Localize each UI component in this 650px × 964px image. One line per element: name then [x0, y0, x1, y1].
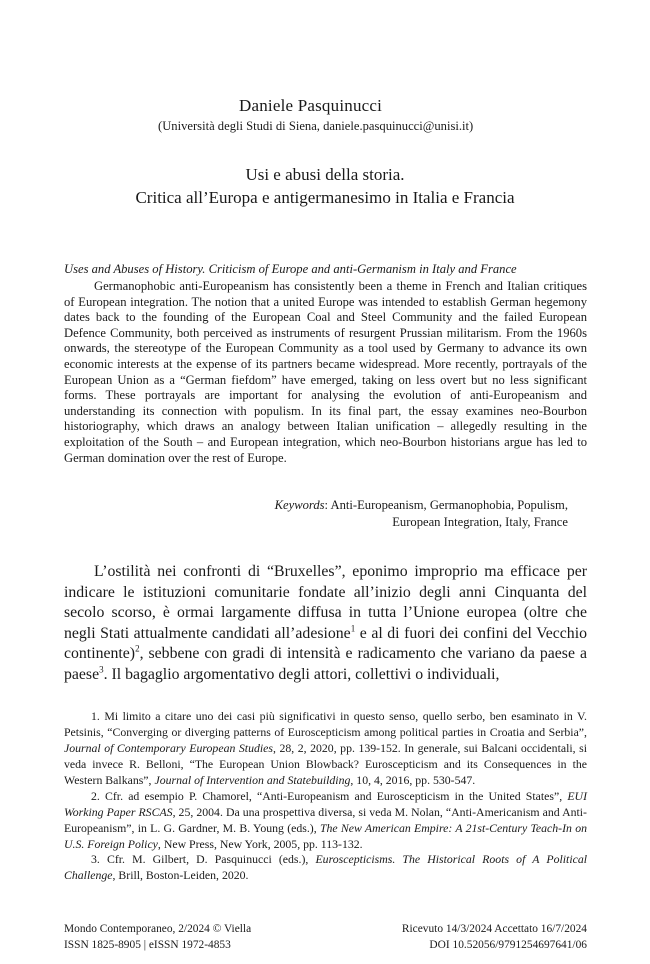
footnote-2-text-e: , New Press, New York, 2005, pp. 113-132.	[157, 837, 363, 851]
footnote-ref-3[interactable]: 3	[99, 664, 104, 675]
footnote-1	[64, 708, 587, 788]
footer-issn: ISSN 1825-8905 | eISSN 1972-4853	[64, 938, 231, 951]
footnote-1-text-c: , 28, 2, 2020, pp. 139-152. In generale, sui Balcani occidentali, si veda invece R. Belloni, “The European Union Blowback? Euroscepticism and its Consequences in the Western Balkans”,	[64, 741, 587, 787]
footnote-3-text-c: , Brill, Boston-Leiden, 2020.	[112, 868, 249, 882]
footer-right	[368, 922, 587, 953]
footnote-2-series: EUI Working Paper RSCAS	[64, 789, 587, 819]
footnote-2-text-c: , 25, 2004. Da una prospettiva diversa, si veda M. Nolan, “Anti-Americanism and Anti-Europeanism”, in L. G. Gardner, M. B. Young (eds.),	[64, 805, 587, 835]
footer-left	[64, 922, 251, 953]
article-title-line-1: Usi e abusi della storia.	[245, 165, 405, 184]
footnote-3-text-a: 3. Cfr. M. Gilbert, D. Pasquinucci (eds.),	[91, 852, 316, 866]
abstract-heading: Uses and Abuses of History. Criticism of Europe and anti-Germanism in Italy and France	[64, 262, 517, 276]
footnote-2-book-title: The New American Empire: A 21st-Century Teach-In on U.S. Foreign Policy	[64, 821, 587, 851]
body-paragraph	[64, 562, 587, 686]
footer-doi: DOI 10.52056/9791254697641/06	[429, 938, 587, 951]
article-title-line-2: Critica all’Europa e antigermanesimo in Italia e Francia	[135, 188, 515, 207]
footnote-3-book-title: Euroscepticisms. The Historical Roots of A Political Challenge	[64, 852, 588, 882]
keywords-list-1: : Anti-Europeanism, Germanophobia, Populism,	[324, 498, 568, 512]
footer-journal: Mondo Contemporaneo, 2/2024 © Viella	[64, 923, 252, 935]
footnote-1-text-e: , 10, 4, 2016, pp. 530-547.	[350, 773, 476, 787]
body-text-c: , sebbene con gradi di intensità e radicamento che variano da paese a paese	[64, 645, 587, 683]
footnote-1-journal-1: Journal of Contemporary European Studies	[64, 741, 273, 755]
body-text-b: e al di fuori dei confini del Vecchio continente)	[64, 624, 587, 663]
footnote-2	[64, 788, 587, 852]
footnote-1-text-a: 1. Mi limito a citare uno dei casi più significativi in questo senso, quello serbo, ben esaminato in V. Petsinis, “Converging or diverging patterns of Euroscepticism among political parties in Croatia and Serbia”,	[64, 709, 587, 739]
author-affiliation: (Università degli Studi di Siena, daniele.pasquinucci@unisi.it)	[158, 119, 474, 133]
footnote-3	[64, 851, 587, 883]
author-name: Daniele Pasquinucci	[239, 96, 383, 115]
keywords-line-1	[64, 497, 568, 514]
footnote-2-text-a: 2. Cfr. ad esempio P. Chamorel, “Anti-Europeanism and Euroscepticism in the United States”,	[91, 789, 568, 803]
keywords	[64, 497, 568, 531]
body-text-a: L’ostilità nei confronti di “Bruxelles”, eponimo improprio ma efficace per indicare le istituzioni comunitarie fondate all’inizio degli anni Cinquanta del secolo scorso, è ormai largamente diffusa in tutta l’Unione europea (oltre che negli Stati attualmente candidati all’adesione	[64, 563, 587, 642]
keywords-label: Keywords	[274, 498, 325, 512]
abstract-text: Germanophobic anti-Europeanism has consistently been a theme in French and Italian critiques of European integration. The notion that a united Europe was intended to establish German hegemony dates back to the founding of the European Coal and Steel Community and the failed European Defence Community, both perceived as instruments of resurgent Prussian militarism. From the 1960s onwards, the stereotype of the European Community as a tool used by Germany to advance its own economic interests at the expense of its partners became widespread. More recently, portrayals of the European Union as a “German fiefdom” have emerged, taking on less overt but no less significant forms. These portrayals are important for analysing the evolution of anti-Europeanism and understanding its connection with populism. In its final part, the essay examines neo-Bourbon historiography, which draws an analogy between Italian unification – allegedly resulting in the exploitation of the South – and European integration, which neo-Bourbon historians argue has led to German domination over the rest of Europe.	[64, 279, 587, 465]
footnote-1-journal-2: Journal of Intervention and Statebuilding	[154, 773, 351, 787]
keywords-line-2: European Integration, Italy, France	[392, 515, 568, 529]
footer-dates: Ricevuto 14/3/2024 Accettato 16/7/2024	[401, 923, 587, 935]
footnote-ref-1[interactable]: 1	[350, 623, 356, 634]
body-text-d: . Il bagaglio argomentativo degli attori, collettivi o individuali,	[103, 665, 500, 683]
footnote-ref-2[interactable]: 2	[135, 644, 140, 655]
